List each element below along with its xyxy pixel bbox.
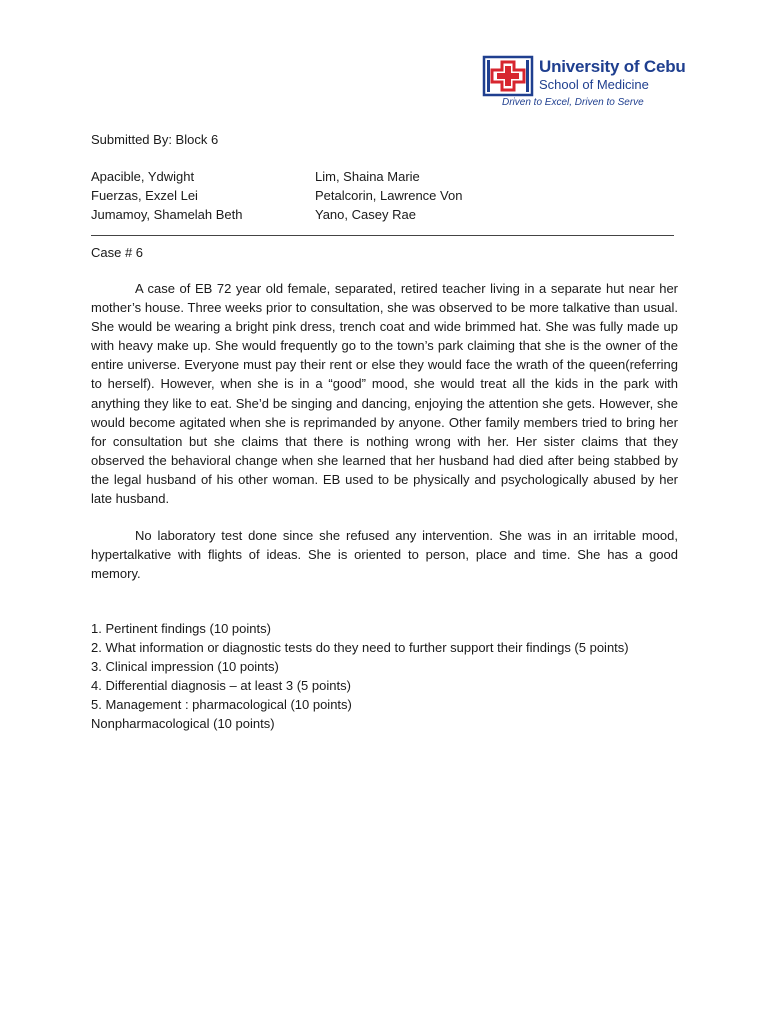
case-paragraph: A case of EB 72 year old female, separated, retired teacher living in a separate hut near her mother’s house. Three weeks prior to consultation, she was observed to be more talkative than usual. She would be wearing a bright pink dress, trench coat and wide brimmed hat. She was fully made up with heavy make up. She would frequently go to the town’s park claiming that she is the owner of the entire universe. Everyone must pay their rent or else they would face the wrath of the queen(referring to herself). However, when she is in a “good” mood, she would treat all the kids in the park with anything they like to eat. She’d be singing and dancing, enjoying the attention she gets. However, she would become agitated when she is reprimanded by anyone. Other family members tried to bring her for consultation but she claims that there is nothing wrong with her. Her sister claims that they observed the behavioral change when she learned that her husband had died after being stabbed by the legal husband of his other woman. EB used to be physically and psychologically abused by her late husband. xyxy=(91,281,678,507)
case-title: Case # 6 xyxy=(91,245,144,260)
school-name: School of Medicine xyxy=(539,77,649,92)
question-item: 1. Pertinent findings (10 points) xyxy=(91,621,271,636)
member-name: Yano, Casey Rae xyxy=(315,207,416,222)
member-row xyxy=(91,186,681,205)
member-name: Apacible, Ydwight xyxy=(91,169,195,184)
member-row xyxy=(91,205,681,224)
university-name: University of Cebu xyxy=(539,57,686,76)
member-name: Jumamoy, Shamelah Beth xyxy=(91,207,243,222)
case-paragraph: No laboratory test done since she refused any intervention. She was in an irritable mood, hypertalkative with flights of ideas. She is oriented to person, place and time. She has a good memory. xyxy=(91,528,678,582)
university-logo xyxy=(482,55,686,113)
member-row xyxy=(91,167,681,186)
question-item: Nonpharmacological (10 points) xyxy=(91,716,275,731)
member-name: Lim, Shaina Marie xyxy=(315,169,420,184)
member-name: Fuerzas, Exzel Lei xyxy=(91,188,198,203)
question-item: 4. Differential diagnosis – at least 3 (5 points) xyxy=(91,678,351,693)
member-name: Petalcorin, Lawrence Von xyxy=(315,188,463,203)
question-item: 3. Clinical impression (10 points) xyxy=(91,659,279,674)
university-tagline: Driven to Excel, Driven to Serve xyxy=(502,97,644,108)
horizontal-divider xyxy=(91,235,674,236)
medical-cross-emblem-icon xyxy=(482,55,536,97)
question-item: 5. Management : pharmacological (10 points) xyxy=(91,697,352,712)
submitted-by: Submitted By: Block 6 xyxy=(91,132,219,147)
member-list xyxy=(91,167,681,224)
question-list xyxy=(91,619,629,733)
question-item: 2. What information or diagnostic tests do they need to further support their findings (5 points) xyxy=(91,640,629,655)
